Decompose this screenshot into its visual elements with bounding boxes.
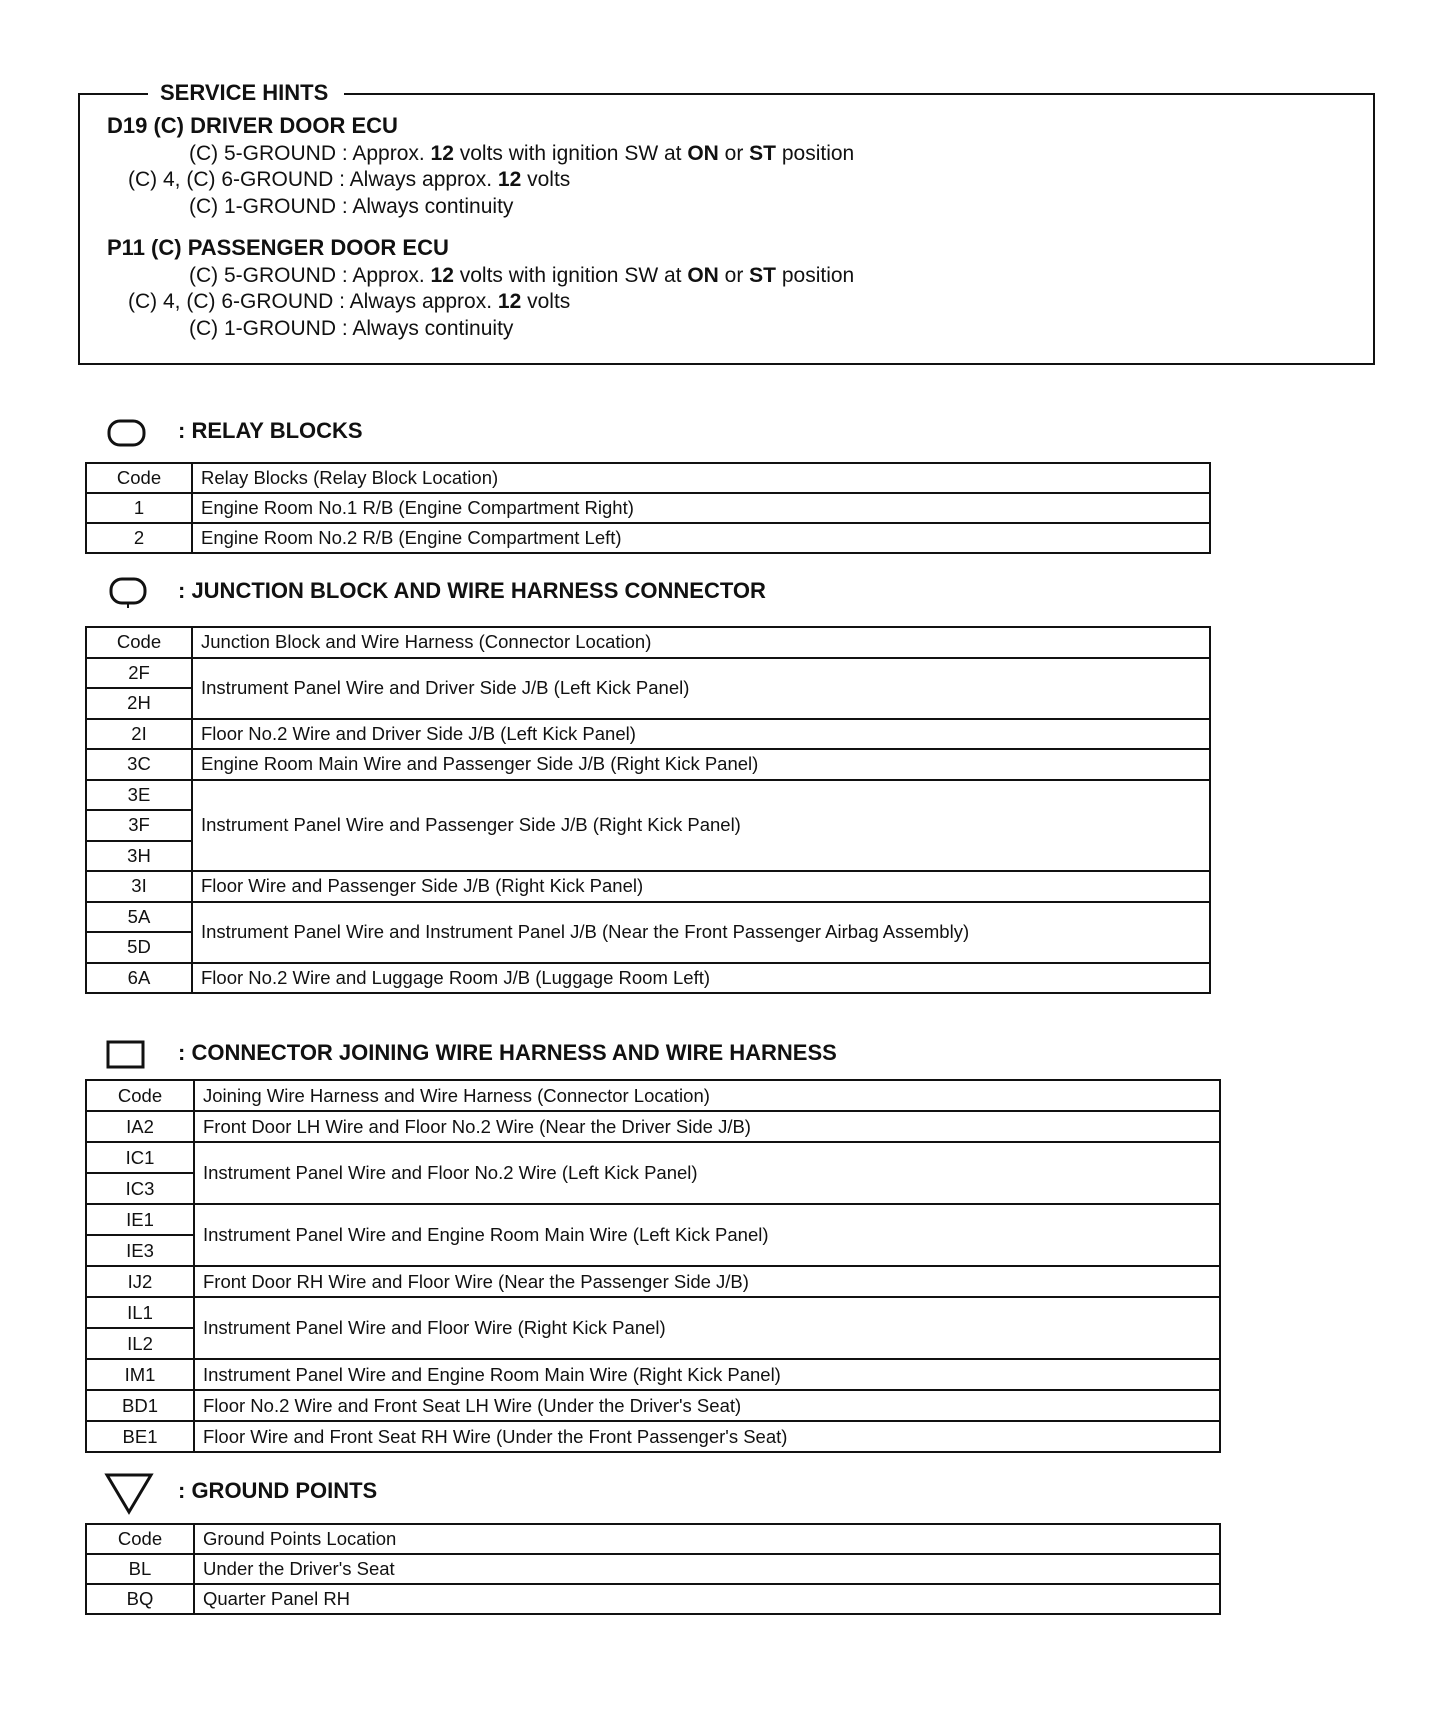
code-cell: 2F: [86, 658, 192, 689]
table-header-row: [86, 463, 1210, 493]
location-cell: Floor Wire and Passenger Side J/B (Right Kick Panel): [192, 871, 1210, 902]
code-header: Code: [86, 1524, 194, 1554]
hint-line: (C) 1-GROUND : Always continuity: [189, 195, 514, 218]
connector-icon: [106, 1040, 146, 1070]
hint-line: (C) 4, (C) 6-GROUND : Always approx. 12 volts: [128, 290, 571, 313]
code-cell: BE1: [86, 1421, 194, 1452]
code-cell: IJ2: [86, 1266, 194, 1297]
location-header: Ground Points Location: [194, 1524, 1220, 1554]
driver-door-ecu-heading: D19 (C) DRIVER DOOR ECU: [107, 113, 398, 138]
code-cell: BD1: [86, 1390, 194, 1421]
location-cell: Under the Driver's Seat: [194, 1554, 1220, 1584]
code-header: Code: [86, 627, 192, 658]
hint-line: (C) 5-GROUND : Approx. 12 volts with ignition SW at ON or ST position: [189, 264, 855, 287]
ground-points-table: [85, 1523, 1221, 1615]
relay-blocks-title: : RELAY BLOCKS: [178, 418, 363, 443]
location-cell: Front Door LH Wire and Floor No.2 Wire (Near the Driver Side J/B): [194, 1111, 1220, 1142]
junction-blocks-table: [85, 626, 1211, 994]
location-header: Joining Wire Harness and Wire Harness (Connector Location): [194, 1080, 1220, 1111]
junction-block-icon: [108, 576, 150, 610]
code-cell: BL: [86, 1554, 194, 1584]
code-cell: IL1: [86, 1297, 194, 1328]
code-cell: 1: [86, 493, 192, 523]
location-cell: Floor Wire and Front Seat RH Wire (Under the Front Passenger's Seat): [194, 1421, 1220, 1452]
table-row: [86, 1390, 1220, 1421]
location-cell: Instrument Panel Wire and Floor No.2 Wire (Left Kick Panel): [194, 1142, 1220, 1204]
code-cell: BQ: [86, 1584, 194, 1614]
code-cell: IL2: [86, 1328, 194, 1359]
code-cell: IC1: [86, 1142, 194, 1173]
table-row: [86, 1359, 1220, 1390]
table-row: [86, 1142, 1220, 1173]
location-cell: Floor No.2 Wire and Luggage Room J/B (Luggage Room Left): [192, 963, 1210, 994]
code-header: Code: [86, 1080, 194, 1111]
location-cell: Floor No.2 Wire and Front Seat LH Wire (Under the Driver's Seat): [194, 1390, 1220, 1421]
hint-line: (C) 5-GROUND : Approx. 12 volts with ignition SW at ON or ST position: [189, 142, 855, 165]
table-row: [86, 1554, 1220, 1584]
table-row: [86, 1266, 1220, 1297]
location-header: Relay Blocks (Relay Block Location): [192, 463, 1210, 493]
code-cell: 2I: [86, 719, 192, 750]
table-row: [86, 523, 1210, 553]
code-cell: 3H: [86, 841, 192, 872]
table-row: [86, 493, 1210, 523]
relay-blocks-table: [85, 462, 1211, 554]
code-cell: 5D: [86, 932, 192, 963]
code-cell: IE3: [86, 1235, 194, 1266]
location-cell: Engine Room Main Wire and Passenger Side J/B (Right Kick Panel): [192, 749, 1210, 780]
hint-line: (C) 4, (C) 6-GROUND : Always approx. 12 volts: [128, 168, 571, 191]
table-row: [86, 1204, 1220, 1235]
code-cell: 3C: [86, 749, 192, 780]
location-cell: Floor No.2 Wire and Driver Side J/B (Left Kick Panel): [192, 719, 1210, 750]
hint-line: (C) 1-GROUND : Always continuity: [189, 317, 514, 340]
ground-point-icon: [104, 1472, 156, 1516]
table-row: [86, 780, 1210, 811]
code-cell: 3F: [86, 810, 192, 841]
code-header: Code: [86, 463, 192, 493]
location-cell: Front Door RH Wire and Floor Wire (Near the Passenger Side J/B): [194, 1266, 1220, 1297]
location-header: Junction Block and Wire Harness (Connector Location): [192, 627, 1210, 658]
code-cell: 6A: [86, 963, 192, 994]
table-row: [86, 963, 1210, 994]
location-cell: Engine Room No.1 R/B (Engine Compartment Right): [192, 493, 1210, 523]
code-cell: 3I: [86, 871, 192, 902]
location-cell: Quarter Panel RH: [194, 1584, 1220, 1614]
table-row: [86, 719, 1210, 750]
location-cell: Instrument Panel Wire and Engine Room Main Wire (Left Kick Panel): [194, 1204, 1220, 1266]
service-hints-title: SERVICE HINTS: [148, 80, 344, 106]
table-header-row: [86, 1080, 1220, 1111]
table-row: [86, 1421, 1220, 1452]
passenger-door-ecu-heading: P11 (C) PASSENGER DOOR ECU: [107, 235, 449, 260]
code-cell: 2: [86, 523, 192, 553]
table-row: [86, 1297, 1220, 1328]
location-cell: Instrument Panel Wire and Engine Room Main Wire (Right Kick Panel): [194, 1359, 1220, 1390]
table-header-row: [86, 627, 1210, 658]
table-row: [86, 1584, 1220, 1614]
location-cell: Engine Room No.2 R/B (Engine Compartment Left): [192, 523, 1210, 553]
junction-blocks-title: : JUNCTION BLOCK AND WIRE HARNESS CONNECTOR: [178, 578, 766, 603]
table-row: [86, 902, 1210, 933]
connectors-title: : CONNECTOR JOINING WIRE HARNESS AND WIRE HARNESS: [178, 1040, 837, 1065]
location-cell: Instrument Panel Wire and Passenger Side J/B (Right Kick Panel): [192, 780, 1210, 872]
ground-points-title: : GROUND POINTS: [178, 1478, 378, 1503]
table-header-row: [86, 1524, 1220, 1554]
location-cell: Instrument Panel Wire and Instrument Panel J/B (Near the Front Passenger Airbag Assembly): [192, 902, 1210, 963]
code-cell: IE1: [86, 1204, 194, 1235]
table-row: [86, 871, 1210, 902]
table-row: [86, 658, 1210, 689]
code-cell: IM1: [86, 1359, 194, 1390]
table-row: [86, 749, 1210, 780]
location-cell: Instrument Panel Wire and Driver Side J/B (Left Kick Panel): [192, 658, 1210, 719]
code-cell: IA2: [86, 1111, 194, 1142]
location-cell: Instrument Panel Wire and Floor Wire (Right Kick Panel): [194, 1297, 1220, 1359]
table-row: [86, 1111, 1220, 1142]
code-cell: 5A: [86, 902, 192, 933]
code-cell: IC3: [86, 1173, 194, 1204]
code-cell: 3E: [86, 780, 192, 811]
relay-block-icon: [106, 418, 148, 450]
connectors-table: [85, 1079, 1221, 1453]
code-cell: 2H: [86, 688, 192, 719]
